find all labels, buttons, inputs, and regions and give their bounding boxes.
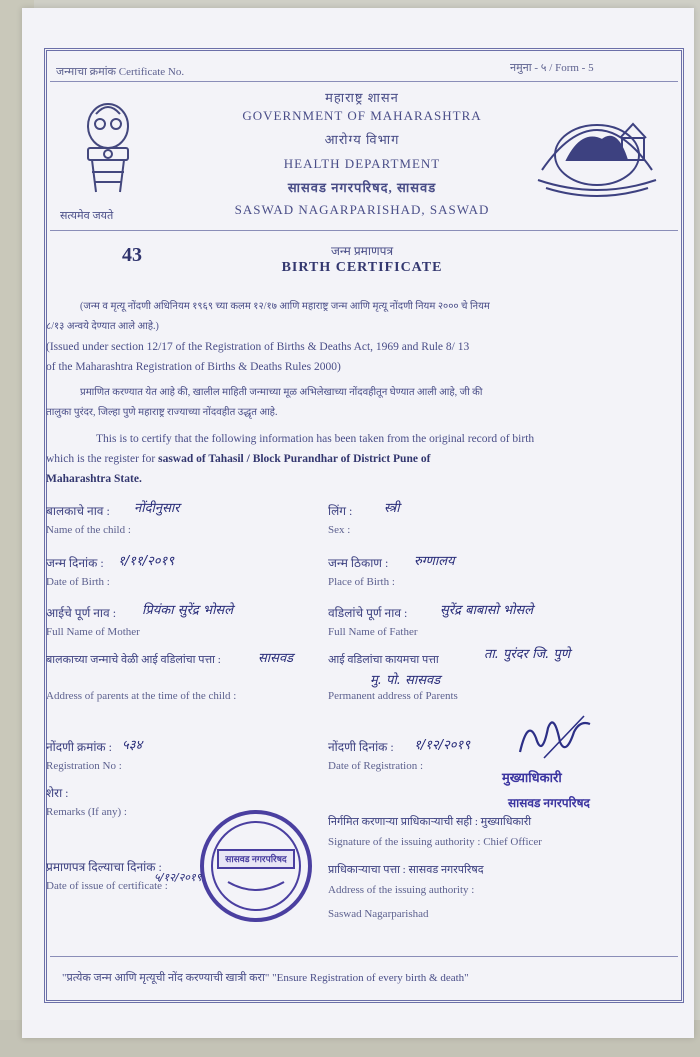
gov-english: GOVERNMENT OF MAHARASHTRA	[242, 108, 482, 123]
dob-value: १/११/२०१९	[118, 554, 175, 569]
form-label: नमुना - ५ / Form - 5	[510, 62, 594, 74]
chief-officer-stamp: मुख्याधिकारी	[502, 770, 562, 785]
issue-date-label-en: Date of issue of certificate :	[46, 880, 168, 892]
addr-birth-value: सासवड	[258, 651, 294, 666]
dept-marathi: आरोग्य विभाग	[324, 132, 400, 147]
preamble-marathi-2: प्रमाणित करण्यात येत आहे की, खालील माहिती जन्माच्या मूळ अभिलेखाच्या नोंदवहीतून घेण्यात आली आहे, जी की	[80, 387, 483, 398]
issue-date-value: ५/१२/२०१९	[154, 871, 202, 884]
round-seal-text: सासवड नगरपरिषद	[225, 854, 287, 864]
dob-label-en: Date of Birth :	[46, 576, 110, 588]
father-label-mr: वडिलांचे पूर्ण नाव :	[328, 606, 408, 620]
mother-label-en: Full Name of Mother	[46, 626, 140, 638]
certificate-paper	[22, 8, 694, 1038]
certificate-no-label: जन्माचा क्रमांक Certificate No.	[56, 66, 185, 78]
reg-date-value: १/१२/२०१९	[414, 738, 471, 753]
dept-english: HEALTH DEPARTMENT	[283, 156, 441, 171]
title-english: BIRTH CERTIFICATE	[281, 260, 443, 275]
addr-perm-value-1: ता. पुरंदर जि. पुणे	[484, 647, 571, 662]
sex-label-mr: लिंग :	[328, 504, 353, 518]
issuer-sig-label-mr: निर्गमित करणाऱ्या प्राधिकाऱ्याची सही : मुख्याधिकारी	[328, 816, 532, 828]
reg-date-label-mr: नोंदणी दिनांक :	[328, 740, 394, 754]
pob-label-mr: जन्म ठिकाण :	[328, 556, 389, 570]
issue-date-label-mr: प्रमाणपत्र दिल्याचा दिनांक :	[46, 860, 162, 874]
preamble-marathi-1b: ८/१३ अन्वये देण्यात आले आहे.)	[46, 321, 159, 332]
council-english: SASWAD NAGARPARISHAD, SASWAD	[234, 202, 490, 217]
addr-birth-label-mr: बालकाच्या जन्माचे वेळी आई वडिलांचा पत्ता :	[46, 654, 221, 666]
preamble-english-1: (Issued under section 12/17 of the Registration of Births & Deaths Act, 1969 and Rule 8/ 13	[46, 341, 470, 353]
national-emblem-icon	[74, 96, 142, 206]
council-logo-icon	[532, 100, 662, 208]
reg-date-label-en: Date of Registration :	[328, 760, 424, 772]
pob-label-en: Place of Birth :	[328, 576, 395, 588]
issuer-addr-label-en: Address of the issuing authority :	[328, 884, 475, 896]
issuer-addr-label-mr: प्राधिकाऱ्याचा पत्ता : सासवड नगरपरिषद	[328, 864, 484, 876]
father-label-en: Full Name of Father	[328, 626, 418, 638]
handwritten-signature	[514, 708, 594, 764]
child-name-label-mr: बालकाचे नाव :	[46, 504, 110, 518]
preamble-english-2: This is to certify that the following information has been taken from the original record of birth	[96, 433, 535, 445]
footer-slogan: "प्रत्येक जन्म आणि मृत्यूची नोंद करण्याची खात्री करा" "Ensure Registration of every birth & death"	[62, 972, 469, 984]
certificate-number: 43	[122, 244, 142, 266]
child-name-label-en: Name of the child :	[46, 524, 131, 536]
preamble-marathi-2b: तालुका पुरंदर, जिल्हा पुणे महाराष्ट्र राज्याच्या नोंदवहीत उद्धृत आहे.	[46, 407, 278, 418]
pob-value: रुग्णालय	[414, 554, 455, 569]
mother-value: प्रियंका सुरेंद्र भोसले	[142, 603, 234, 618]
emblem-caption: सत्यमेव जयते	[60, 210, 114, 222]
addr-perm-label-en: Permanent address of Parents	[328, 690, 458, 702]
preamble-marathi-1: (जन्म व मृत्यू नोंदणी अधिनियम १९६९ च्या कलम १२/१७ आणि महाराष्ट्र जन्म आणि मृत्यू नोंदणी नियम २००० चे नियम	[80, 301, 490, 312]
issuer-sig-label-en: Signature of the issuing authority : Chief Officer	[328, 836, 542, 848]
child-name-value: नोंदीनुसार	[134, 501, 180, 516]
preamble-english-2c: Maharashtra State.	[46, 473, 142, 485]
reg-no-label-en: Registration No :	[46, 760, 122, 772]
sex-value: स्त्री	[384, 501, 400, 516]
council-marathi: सासवड नगरपरिषद, सासवड	[287, 180, 437, 195]
mother-label-mr: आईचे पूर्ण नाव :	[46, 606, 117, 620]
dob-label-mr: जन्म दिनांक :	[46, 556, 104, 570]
reg-no-value: ५३४	[122, 738, 143, 753]
remarks-label-en: Remarks (If any) :	[46, 806, 127, 818]
issuer-addr-value: Saswad Nagarparishad	[328, 908, 429, 920]
preamble-english-2b: which is the register for saswad of Tahasil / Block Purandhar of District Pune of	[46, 453, 431, 465]
father-value: सुरेंद्र बाबासो भोसले	[440, 603, 534, 618]
addr-perm-label-mr: आई वडिलांचा कायमचा पत्ता	[328, 654, 439, 666]
addr-birth-label-en: Address of parents at the time of the child :	[46, 690, 237, 702]
remarks-label-mr: शेरा :	[46, 786, 69, 800]
round-seal-icon	[198, 808, 314, 924]
reg-no-label-mr: नोंदणी क्रमांक :	[46, 740, 112, 754]
sex-label-en: Sex :	[328, 524, 351, 536]
title-marathi: जन्म प्रमाणपत्र	[330, 244, 394, 258]
preamble-english-1b: of the Maharashtra Registration of Births & Deaths Rules 2000)	[46, 361, 341, 373]
addr-perm-value-2: मु. पो. सासवड	[370, 673, 441, 688]
council-stamp: सासवड नगरपरिषद	[508, 796, 590, 810]
gov-marathi: महाराष्ट्र शासन	[325, 90, 399, 105]
